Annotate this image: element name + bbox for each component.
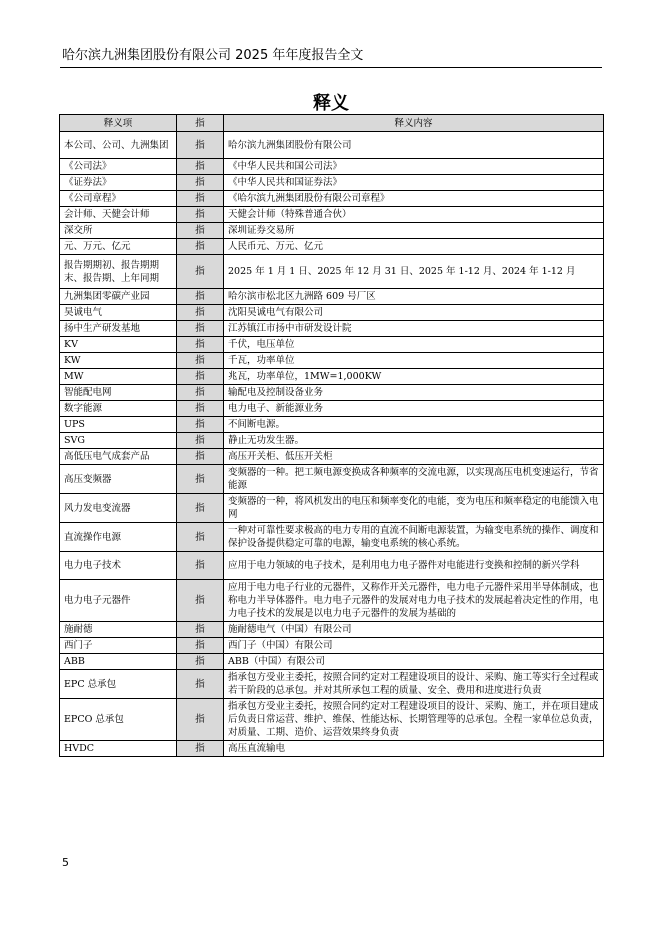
row-zhi-cell: 指 bbox=[177, 385, 224, 401]
row-term-cell: 电力电子技术 bbox=[60, 552, 177, 580]
table-row bbox=[60, 321, 604, 337]
row-term-cell: KV bbox=[60, 337, 177, 353]
row-term-cell: 会计师、天健会计师 bbox=[60, 207, 177, 223]
row-definition-cell: 西门子（中国）有限公司 bbox=[224, 638, 604, 654]
row-zhi-cell: 指 bbox=[177, 353, 224, 369]
table-row bbox=[60, 465, 604, 494]
row-zhi-cell: 指 bbox=[177, 638, 224, 654]
row-definition-cell: 2025 年 1 月 1 日、2025 年 12 月 31 日、2025 年 1-12 月、2024 年 1-12 月 bbox=[224, 255, 604, 289]
row-definition-cell: 哈尔滨市松北区九洲路 609 号厂区 bbox=[224, 289, 604, 305]
row-term-cell: SVG bbox=[60, 433, 177, 449]
row-term-cell: 西门子 bbox=[60, 638, 177, 654]
row-term-cell: 风力发电变流器 bbox=[60, 494, 177, 523]
table-row bbox=[60, 289, 604, 305]
row-zhi-cell: 指 bbox=[177, 670, 224, 699]
row-zhi-cell: 指 bbox=[177, 401, 224, 417]
row-term-cell: 《证券法》 bbox=[60, 175, 177, 191]
row-zhi-cell: 指 bbox=[177, 207, 224, 223]
table-row bbox=[60, 207, 604, 223]
table-row bbox=[60, 741, 604, 757]
table-row bbox=[60, 580, 604, 622]
row-definition-cell: 施耐德电气（中国）有限公司 bbox=[224, 622, 604, 638]
table-row bbox=[60, 159, 604, 175]
row-definition-cell: 不间断电源。 bbox=[224, 417, 604, 433]
report-header: 哈尔滨九洲集团股份有限公司 2025 年年度报告全文 bbox=[62, 48, 364, 63]
row-term-cell: MW bbox=[60, 369, 177, 385]
row-zhi-cell: 指 bbox=[177, 449, 224, 465]
row-definition-cell: 千瓦，功率单位 bbox=[224, 353, 604, 369]
row-term-cell: 数字能源 bbox=[60, 401, 177, 417]
row-definition-cell: 《中华人民共和国公司法》 bbox=[224, 159, 604, 175]
table-row bbox=[60, 401, 604, 417]
row-term-cell: 直流操作电源 bbox=[60, 523, 177, 552]
row-definition-cell: 深圳证券交易所 bbox=[224, 223, 604, 239]
table-row bbox=[60, 353, 604, 369]
table-row bbox=[60, 494, 604, 523]
row-term-cell: 深交所 bbox=[60, 223, 177, 239]
row-definition-cell: 高压开关柜、低压开关柜 bbox=[224, 449, 604, 465]
table-row bbox=[60, 337, 604, 353]
row-term-cell: 九洲集团零碳产业园 bbox=[60, 289, 177, 305]
row-zhi-cell: 指 bbox=[177, 465, 224, 494]
table-row bbox=[60, 638, 604, 654]
row-definition-cell: 天健会计师（特殊普通合伙） bbox=[224, 207, 604, 223]
table-row bbox=[60, 417, 604, 433]
table-row bbox=[60, 552, 604, 580]
row-term-cell: UPS bbox=[60, 417, 177, 433]
row-definition-cell: 指承包方受业主委托，按照合同约定对工程建设项目的设计、采购、施工，并在项目建成后负责日常运营、维护、维保、性能达标、长期管理等的总承包。全程一家单位总负责，对质量、工期、造价、运营效果终身负责 bbox=[224, 699, 604, 741]
row-definition-cell: 输配电及控制设备业务 bbox=[224, 385, 604, 401]
row-zhi-cell: 指 bbox=[177, 255, 224, 289]
row-term-cell: 施耐德 bbox=[60, 622, 177, 638]
row-zhi-cell: 指 bbox=[177, 699, 224, 741]
row-term-cell: 《公司法》 bbox=[60, 159, 177, 175]
row-term-cell: HVDC bbox=[60, 741, 177, 757]
page-number: 5 bbox=[62, 856, 69, 869]
table-row bbox=[60, 175, 604, 191]
row-zhi-cell: 指 bbox=[177, 622, 224, 638]
table-row bbox=[60, 223, 604, 239]
table-row bbox=[60, 132, 604, 159]
row-term-cell: 高压变频器 bbox=[60, 465, 177, 494]
row-zhi-cell: 指 bbox=[177, 741, 224, 757]
row-term-cell: 高低压电气成套产品 bbox=[60, 449, 177, 465]
row-term-cell: ABB bbox=[60, 654, 177, 670]
row-definition-cell: ABB（中国）有限公司 bbox=[224, 654, 604, 670]
row-definition-cell: 人民币元、万元、亿元 bbox=[224, 239, 604, 255]
row-term-cell: KW bbox=[60, 353, 177, 369]
row-zhi-cell: 指 bbox=[177, 305, 224, 321]
row-zhi-cell: 指 bbox=[177, 289, 224, 305]
row-zhi-cell: 指 bbox=[177, 552, 224, 580]
table-row bbox=[60, 622, 604, 638]
row-definition-cell: 江苏镇江市扬中市研发设计院 bbox=[224, 321, 604, 337]
row-term-cell: EPCO 总承包 bbox=[60, 699, 177, 741]
page-title: 释义 bbox=[313, 93, 349, 114]
row-zhi-cell: 指 bbox=[177, 654, 224, 670]
row-definition-cell: 《哈尔滨九洲集团股份有限公司章程》 bbox=[224, 191, 604, 207]
row-term-cell: EPC 总承包 bbox=[60, 670, 177, 699]
table-row bbox=[60, 654, 604, 670]
table-row bbox=[60, 305, 604, 321]
row-zhi-cell: 指 bbox=[177, 523, 224, 552]
row-definition-cell: 变频器的一种。把工频电源变换成各种频率的交流电源，以实现高压电机变速运行，节省能源 bbox=[224, 465, 604, 494]
table-row bbox=[60, 191, 604, 207]
row-term-cell: 报告期期初、报告期期末、报告期、上年同期 bbox=[60, 255, 177, 289]
table-row bbox=[60, 699, 604, 741]
table-row bbox=[60, 449, 604, 465]
row-definition-cell: 电力电子、新能源业务 bbox=[224, 401, 604, 417]
row-definition-cell: 高压直流输电 bbox=[224, 741, 604, 757]
row-zhi-cell: 指 bbox=[177, 369, 224, 385]
row-zhi-cell: 指 bbox=[177, 433, 224, 449]
definitions-table bbox=[59, 114, 604, 757]
row-term-cell: 本公司、公司、九洲集团 bbox=[60, 132, 177, 159]
column-header-term: 释义项 bbox=[60, 115, 177, 132]
row-definition-cell: 哈尔滨九洲集团股份有限公司 bbox=[224, 132, 604, 159]
row-term-cell: 电力电子元器件 bbox=[60, 580, 177, 622]
row-term-cell: 智能配电网 bbox=[60, 385, 177, 401]
table-row bbox=[60, 255, 604, 289]
row-zhi-cell: 指 bbox=[177, 494, 224, 523]
table-row bbox=[60, 523, 604, 552]
table-row bbox=[60, 433, 604, 449]
table-row bbox=[60, 385, 604, 401]
row-zhi-cell: 指 bbox=[177, 159, 224, 175]
column-header-zhi: 指 bbox=[177, 115, 224, 132]
table-header-row bbox=[60, 115, 604, 132]
row-zhi-cell: 指 bbox=[177, 223, 224, 239]
row-definition-cell: 应用于电力电子行业的元器件，又称作开关元器件，电力电子元器件采用半导体制成，也称电力半导体器件。电力电子元器件的发展对电力电子技术的发展起着决定性的作用，电力电子技术的发展是以电力电子元器件的发展为基础的 bbox=[224, 580, 604, 622]
row-definition-cell: 静止无功发生器。 bbox=[224, 433, 604, 449]
row-definition-cell: 沈阳昊诚电气有限公司 bbox=[224, 305, 604, 321]
row-definition-cell: 兆瓦，功率单位，1MW=1,000KW bbox=[224, 369, 604, 385]
row-definition-cell: 应用于电力领域的电子技术，是利用电力电子器件对电能进行变换和控制的新兴学科 bbox=[224, 552, 604, 580]
row-definition-cell: 千伏，电压单位 bbox=[224, 337, 604, 353]
row-zhi-cell: 指 bbox=[177, 239, 224, 255]
row-definition-cell: 一种对可靠性要求极高的电力专用的直流不间断电源装置，为输变电系统的操作、调度和保护设备提供稳定可靠的电源，输变电系统的核心系统。 bbox=[224, 523, 604, 552]
row-zhi-cell: 指 bbox=[177, 321, 224, 337]
row-term-cell: 扬中生产研发基地 bbox=[60, 321, 177, 337]
row-zhi-cell: 指 bbox=[177, 191, 224, 207]
row-term-cell: 昊诚电气 bbox=[60, 305, 177, 321]
row-zhi-cell: 指 bbox=[177, 175, 224, 191]
row-term-cell: 《公司章程》 bbox=[60, 191, 177, 207]
row-definition-cell: 变频器的一种，将风机发出的电压和频率变化的电能，变为电压和频率稳定的电能馈入电网 bbox=[224, 494, 604, 523]
table-row bbox=[60, 369, 604, 385]
column-header-definition: 释义内容 bbox=[224, 115, 604, 132]
row-zhi-cell: 指 bbox=[177, 417, 224, 433]
header-divider bbox=[60, 67, 602, 68]
table-row bbox=[60, 670, 604, 699]
row-term-cell: 元、万元、亿元 bbox=[60, 239, 177, 255]
row-zhi-cell: 指 bbox=[177, 337, 224, 353]
row-definition-cell: 指承包方受业主委托，按照合同约定对工程建设项目的设计、采购、施工等实行全过程或若干阶段的总承包。并对其所承包工程的质量、安全、费用和进度进行负责 bbox=[224, 670, 604, 699]
row-zhi-cell: 指 bbox=[177, 580, 224, 622]
table-row bbox=[60, 239, 604, 255]
row-definition-cell: 《中华人民共和国证券法》 bbox=[224, 175, 604, 191]
row-zhi-cell: 指 bbox=[177, 132, 224, 159]
